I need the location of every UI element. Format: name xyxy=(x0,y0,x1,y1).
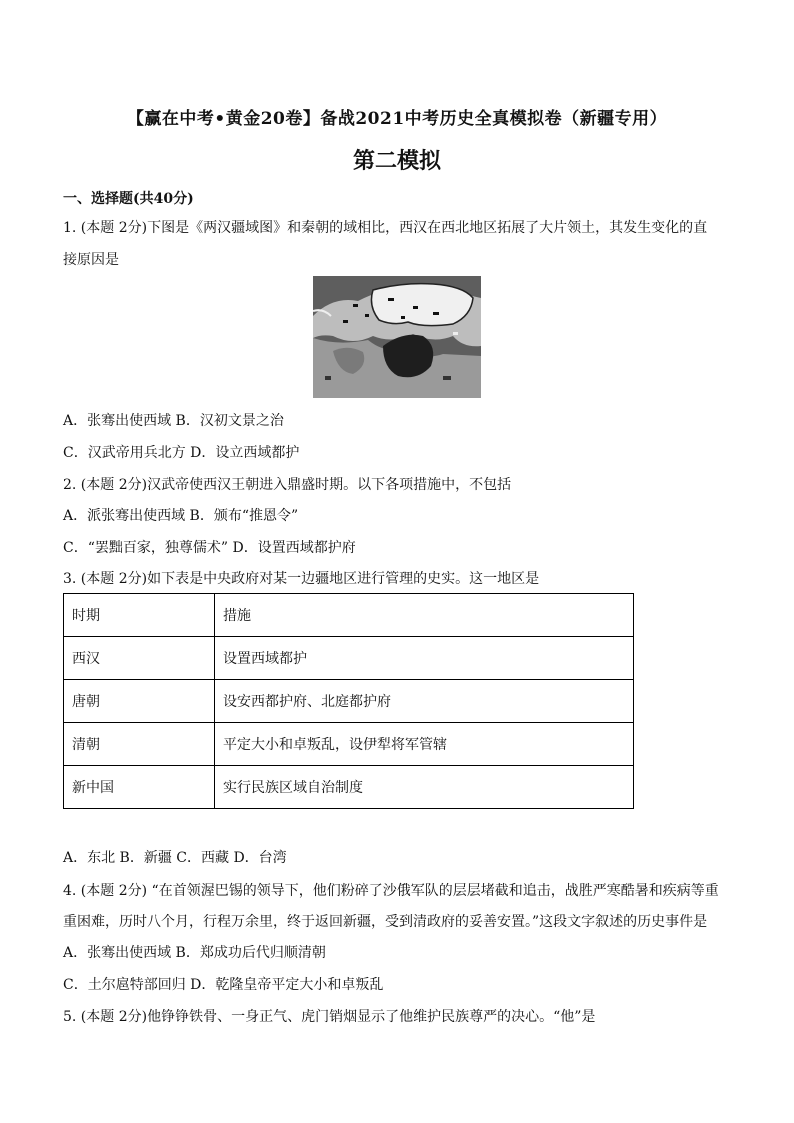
question-2-options-line1: A．派张骞出使西域 B．颁布“推恩令” xyxy=(63,508,299,524)
question-4-options-line2: C．土尔扈特部回归 D．乾隆皇帝平定大小和卓叛乱 xyxy=(63,977,384,993)
question-1-stem-line2: 接原因是 xyxy=(63,252,119,268)
table-cell: 平定大小和卓叛乱，设伊犁将军管辖 xyxy=(215,723,634,766)
table-cell: 设安西都护府、北庭都护府 xyxy=(215,680,634,723)
section-heading: 一、选择题(共40分) xyxy=(63,191,194,207)
question-2-stem: 2. (本题 2分)汉武帝使西汉王朝进入鼎盛时期。以下各项措施中，不包括 xyxy=(63,477,512,493)
table-cell: 西汉 xyxy=(64,637,215,680)
table-header-cell: 措施 xyxy=(215,594,634,637)
question-4-options-line1: A．张骞出使西域 B．郑成功后代归顺清朝 xyxy=(63,945,326,961)
table-header-cell: 时期 xyxy=(64,594,215,637)
table-cell: 清朝 xyxy=(64,723,215,766)
exam-subtitle: 第二模拟 xyxy=(352,148,441,174)
table-row xyxy=(64,766,634,809)
question-1-options-line2: C．汉武帝用兵北方 D．设立西域都护 xyxy=(63,445,300,461)
question-3-stem: 3. (本题 2分)如下表是中央政府对某一边疆地区进行管理的史实。这一地区是 xyxy=(63,571,540,587)
question-4-stem-line1: 4. (本题 2分) “在首领渥巴锡的领导下，他们粉碎了沙俄军队的层层堵截和追击，战胜严寒酷暑和疾病等重 xyxy=(63,883,719,899)
question-1-stem-line1: 1. (本题 2分)下图是《两汉疆域图》和秦朝的域相比，西汉在西北地区拓展了大片领土，其发生变化的直 xyxy=(63,220,708,236)
map-drawing xyxy=(313,276,481,398)
question-3-options: A．东北 B．新疆 C．西藏 D．台湾 xyxy=(63,850,287,866)
question-4-stem-line2: 重困难，历时八个月，行程万余里，终于返回新疆，受到清政府的妥善安置。”这段文字叙述的历史事件是 xyxy=(63,914,708,930)
question-1-options-line1: A．张骞出使西域 B．汉初文景之治 xyxy=(63,413,284,429)
exam-title: 【赢在中考•黄金20卷】备战2021中考历史全真模拟卷（新疆专用） xyxy=(126,109,668,129)
table-cell: 实行民族区域自治制度 xyxy=(215,766,634,809)
table-cell: 唐朝 xyxy=(64,680,215,723)
table-row xyxy=(64,723,634,766)
table-row xyxy=(64,637,634,680)
table-row xyxy=(64,680,634,723)
table-cell: 设置西域都护 xyxy=(215,637,634,680)
question-2-options-line2: C．“罢黜百家，独尊儒术” D．设置西域都护府 xyxy=(63,540,356,556)
han-territory-map-image xyxy=(313,276,481,398)
table-header-row xyxy=(64,594,634,637)
table-cell: 新中国 xyxy=(64,766,215,809)
question-5-stem: 5. (本题 2分)他铮铮铁骨、一身正气、虎门销烟显示了他维护民族尊严的决心。“他”是 xyxy=(63,1009,596,1025)
history-table xyxy=(63,593,634,809)
